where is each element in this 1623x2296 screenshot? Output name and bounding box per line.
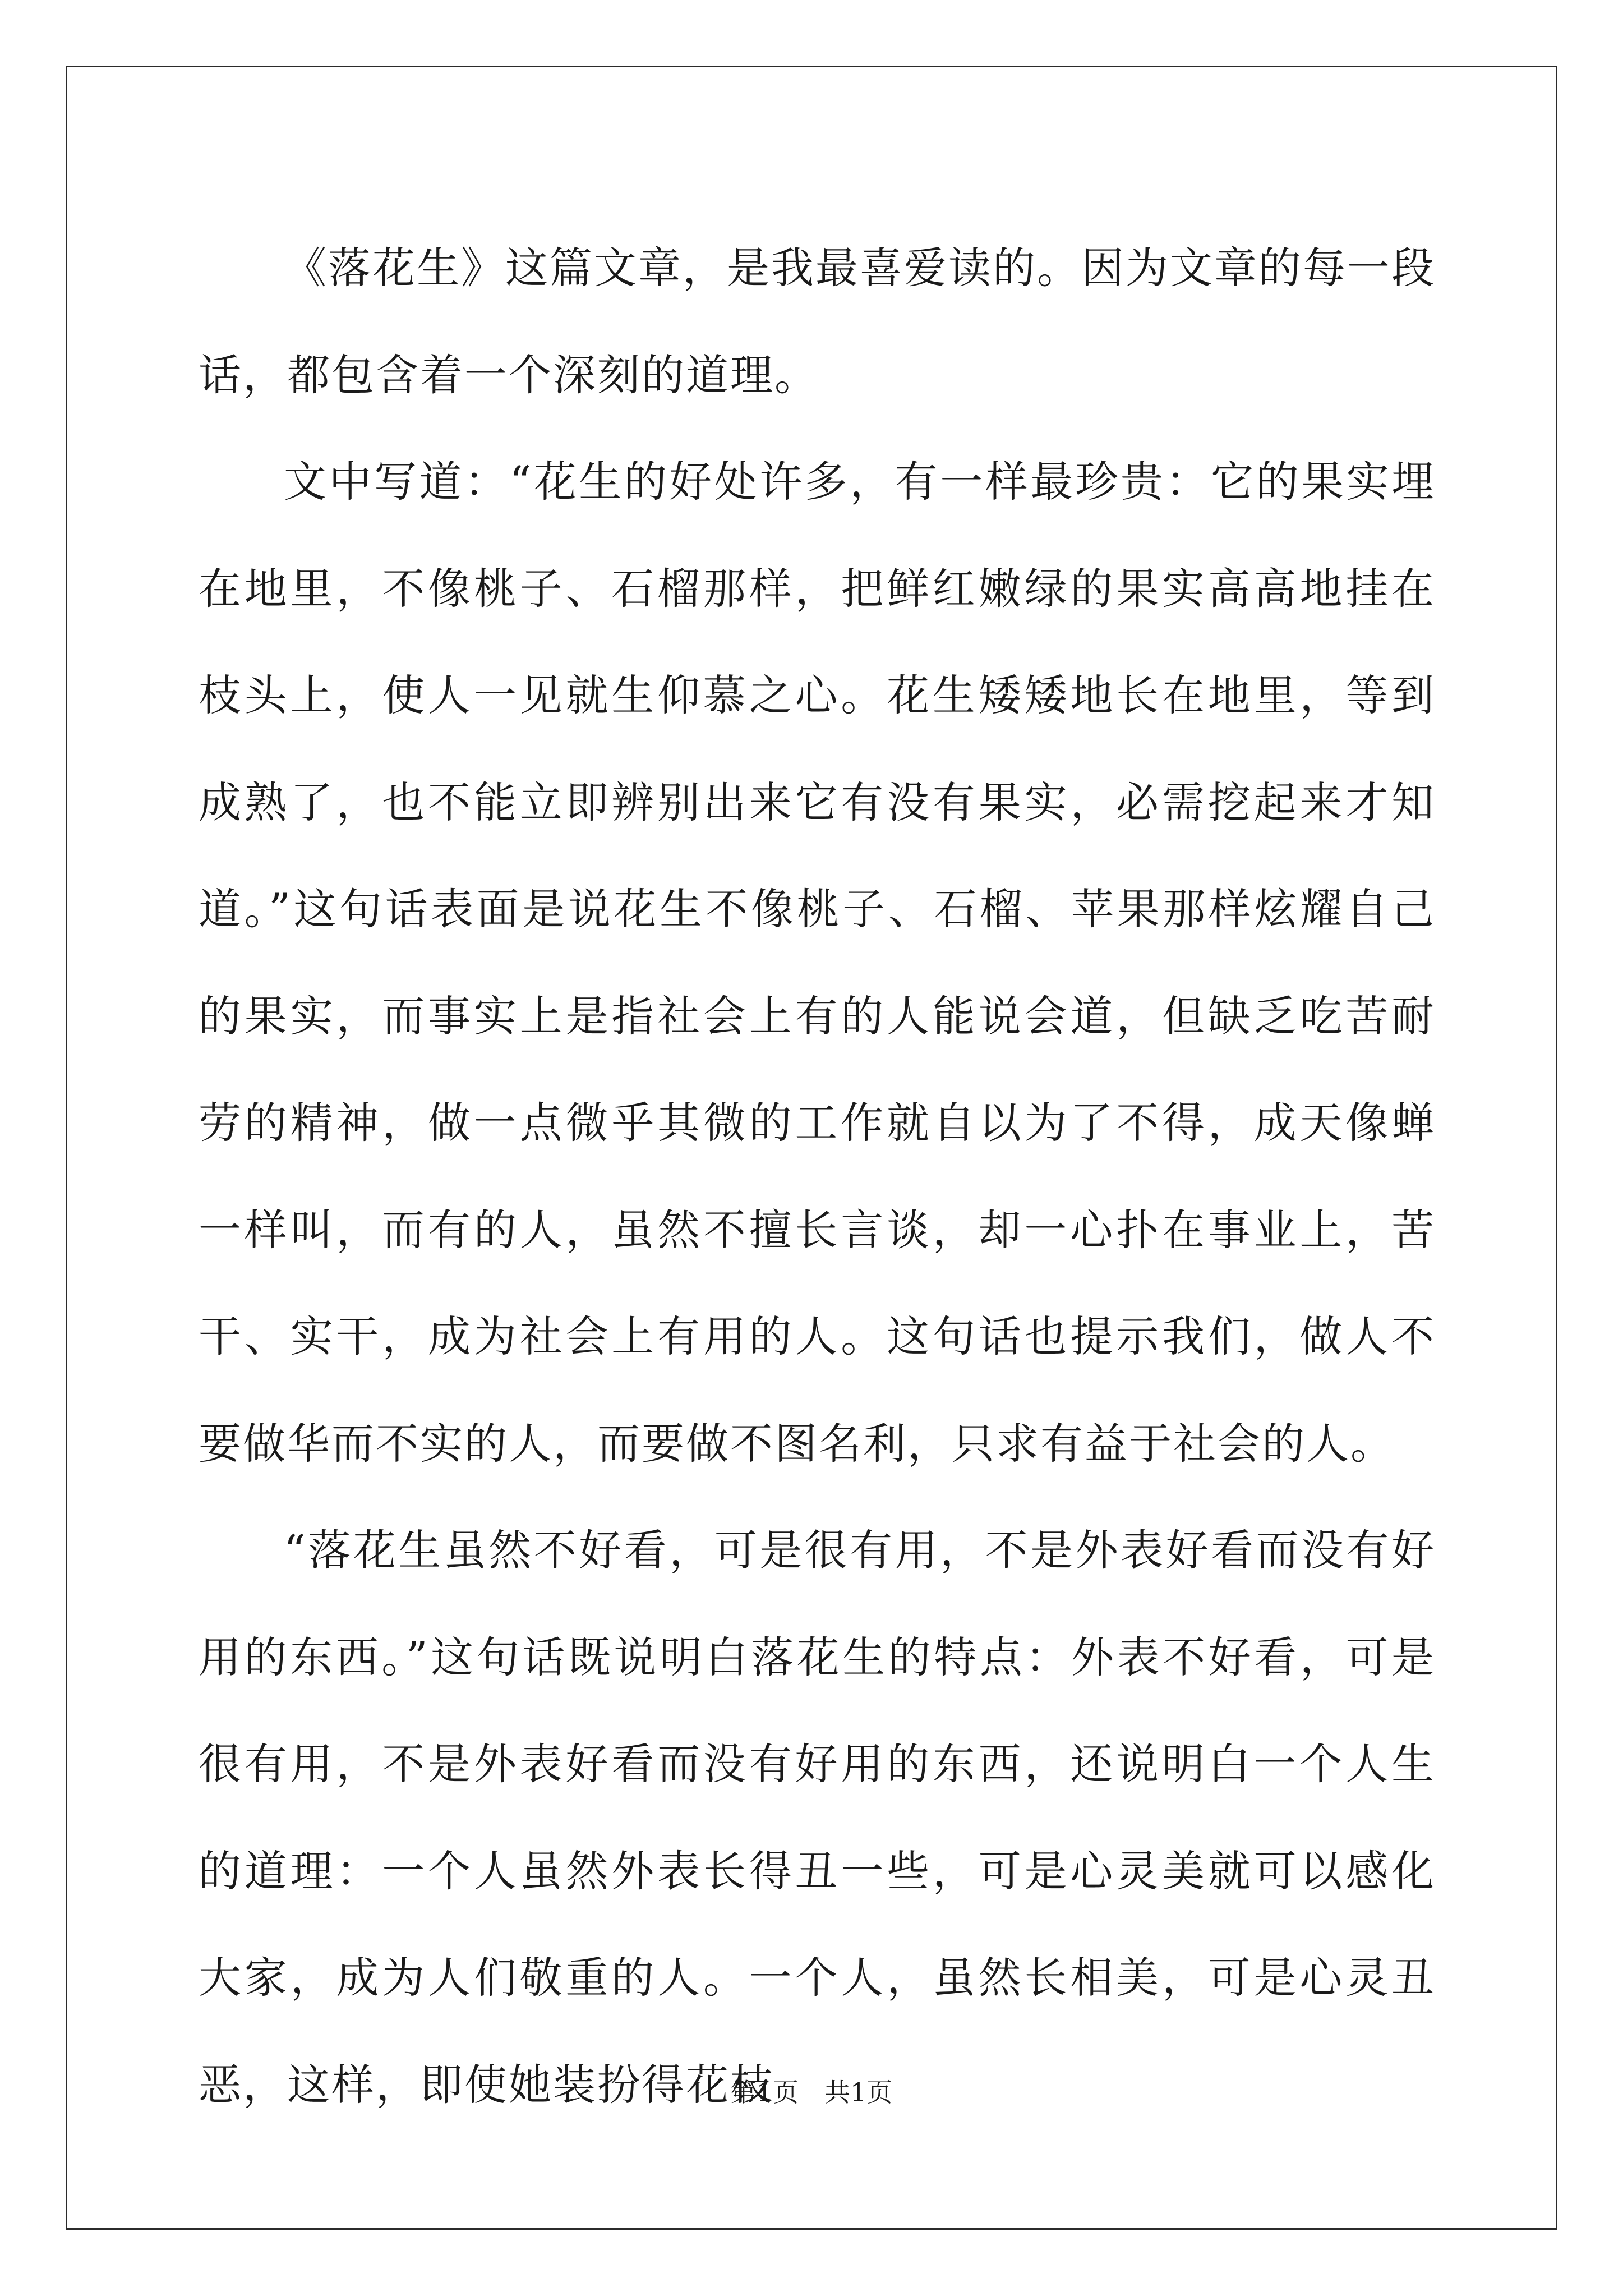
paragraph-2: 文中写道：“花生的好处许多，有一样最珍贵：它的果实埋在地里，不像桃子、石榴那样，把鲜红嫩绿的果实高高地挂在枝头上，使人一见就生仰慕之心。花生矮矮地长在地里，等到成熟了，也不能立即辨别出来它有没有果实，必需挖起来才知道。”这句话表面是说花生不像桃子、石榴、苹果那样炫耀自己的果实，而事实上是指社会上有的人能说会道，但缺乏吃苦耐劳的精神，做一点微乎其微的工作就自以为了不得，成天像蝉一样叫，而有的人，虽然不擅长言谈，却一心扑在事业上，苦干、实干，成为社会上有用的人。这句话也提示我们，做人不要做华而不实的人，而要做不图名利，只求有益于社会的人。 [199, 457, 1436, 1469]
document-body [199, 215, 1436, 2138]
page-footer: 第1页 共1页 [730, 2077, 893, 2108]
paragraph-3: “落花生虽然不好看，可是很有用，不是外表好看而没有好用的东西。”这句话既说明白落花生的特点：外表不好看，可是很有用，不是外表好看而没有好用的东西，还说明白一个人生的道理：一个人虽然外表长得丑一些，可是心灵美就可以感化大家，成为人们敬重的人。一个人，虽然长相美，可是心灵丑恶，这样，即使她装扮得花枝 [199, 1525, 1436, 2110]
paragraph-1: 《落花生》这篇文章，是我最喜爱读的。因为文章的每一段话，都包含着一个深刻的道理。 [199, 243, 1436, 400]
